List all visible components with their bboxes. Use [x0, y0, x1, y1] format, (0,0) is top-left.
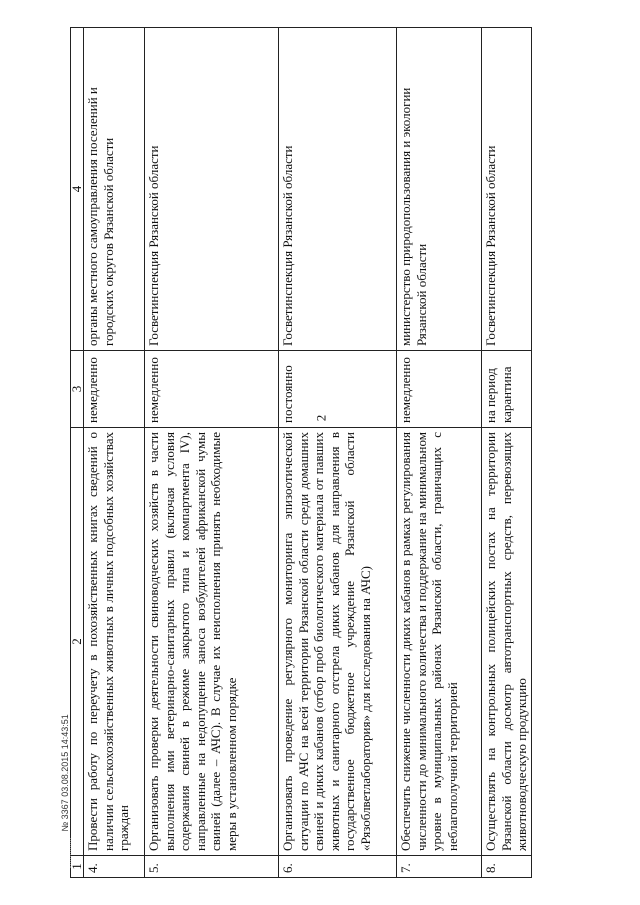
row-responsible: органы местного самоуправления поселений и городских округов Рязанской области — [84, 28, 145, 351]
row-action: Организовать проведение регулярного мониторинга эпизоотической ситуации по АЧС на всей территории Рязанской области среди домашних свиней и диких кабанов (отбор проб биологического материала от павших животных и санитарного отстрела диких кабанов для направления в государственное бюджетное учреждение Рязанской области «Рязоблветлаборатория» для исследования на АЧС) — [279, 428, 397, 856]
row-action: Провести работу по переучету в похозяйственных книгах сведений о наличии сельскохозяйственных животных в личных подсобных хозяйствах граждан — [84, 428, 145, 856]
seal-icon — [60, 838, 71, 868]
measures-table-container — [70, 28, 530, 878]
row-term: немедленно — [84, 351, 145, 428]
row-action: Осуществлять на контрольных полицейских постах на территории Рязанской области досмотр автотранспортных средств, перевозящих животноводческую продукцию — [482, 428, 532, 856]
table-row — [397, 28, 482, 878]
row-responsible: Госветинспекция Рязанской области — [279, 28, 397, 351]
row-number: 6. — [279, 856, 397, 878]
row-number: 7. — [397, 856, 482, 878]
stamp-text: № 3367 03.08.2015 14:43:51 — [60, 714, 70, 832]
header-col-1: 1 — [71, 856, 84, 878]
header-col-4: 4 — [71, 28, 84, 351]
registration-stamp — [60, 714, 71, 868]
header-col-3: 3 — [71, 351, 84, 428]
table-row — [482, 28, 532, 878]
table-row — [145, 28, 279, 878]
row-number: 4. — [84, 856, 145, 878]
row-term: постоянно — [279, 351, 397, 428]
header-col-2: 2 — [71, 428, 84, 856]
measures-table — [70, 27, 532, 878]
row-action: Обеспечить снижение численности диких кабанов в рамках регулирования численности до минимального количества и поддержание на минимальном уровне в муниципальных районах Рязанской области, граничащих с неблагополучной территорией — [397, 428, 482, 856]
page-number: 2 — [313, 414, 329, 422]
row-term: немедленно — [397, 351, 482, 428]
row-responsible: Госветинспекция Рязанской области — [482, 28, 532, 351]
header-row — [71, 28, 84, 878]
table-row — [84, 28, 145, 878]
row-term: на период карантина — [482, 351, 532, 428]
row-responsible: Госветинспекция Рязанской области — [145, 28, 279, 351]
row-term: немедленно — [145, 351, 279, 428]
row-number: 5. — [145, 856, 279, 878]
row-number: 8. — [482, 856, 532, 878]
row-action: Организовать проверки деятельности свиноводческих хозяйств в части выполнения ими ветеринарно-санитарных правил (включая условия содержания свиней в режиме закрытого типа и компартмента IV), направленные на недопущение заноса возбудителей африканской чумы свиней (далее – АЧС). В случае их неисполнения принять необходимые меры в установленном порядке — [145, 428, 279, 856]
table-row — [279, 28, 397, 878]
row-responsible: министерство природопользования и экологии Рязанской области — [397, 28, 482, 351]
